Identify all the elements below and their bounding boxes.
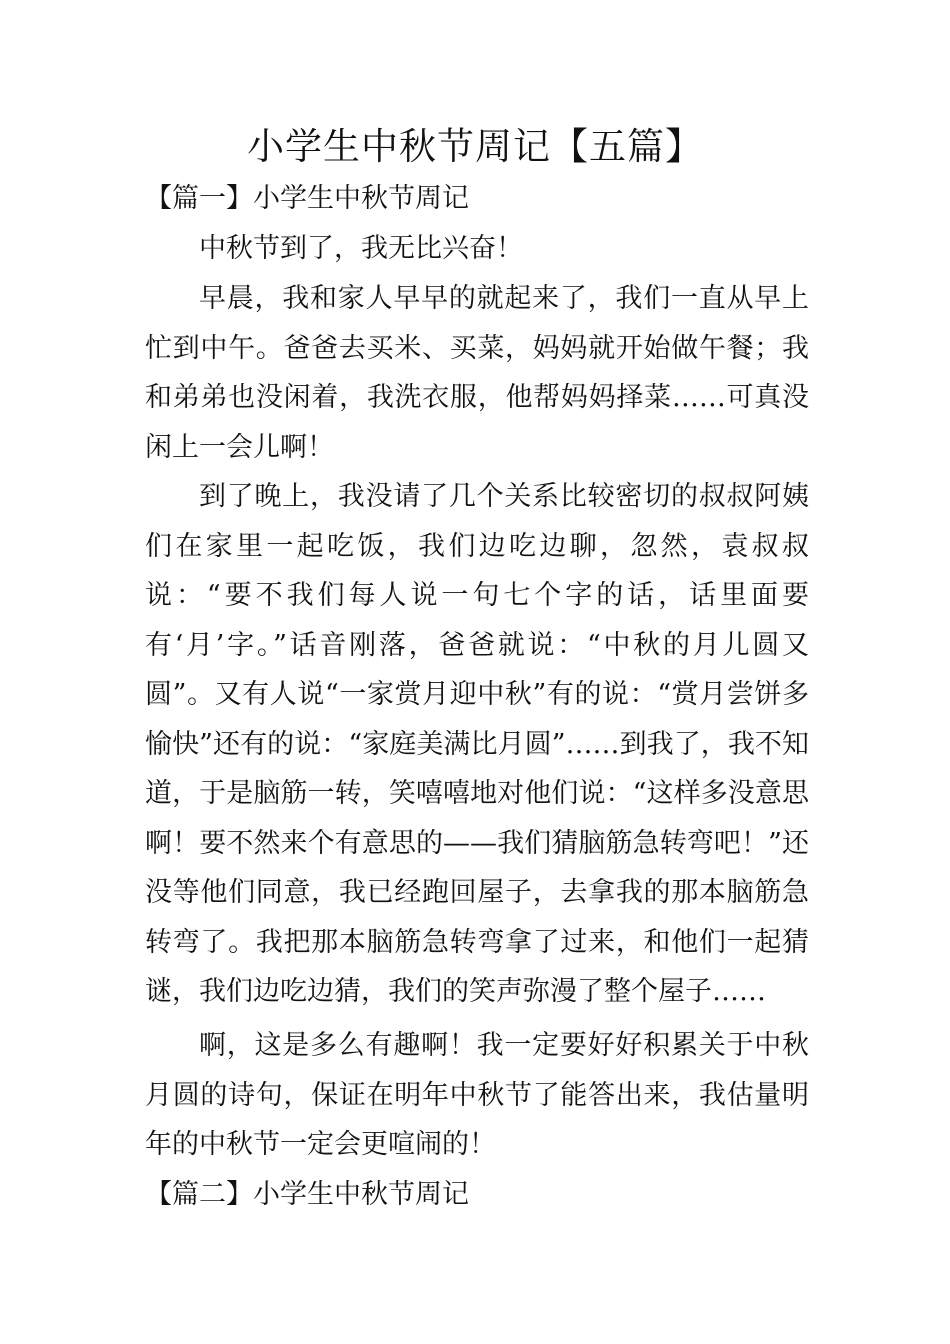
paragraph-1: 中秋节到了，我无比兴奋！ (199, 233, 523, 264)
section-heading-1: 【篇一】小学生中秋节周记 (145, 183, 469, 214)
paragraph-4: 啊，这是多么有趣啊！我一定要好好积累关于中秋月圆的诗句，保证在明年中秋节了能答出来，我估量明年的中秋节一定会更喧闹的！ (145, 1030, 809, 1160)
paragraph-3: 到了晚上，我没请了几个关系比较密切的叔叔阿姨们在家里一起吃饭，我们边吃边聊，忽然，袁叔叔说：“要不我们每人说一句七个字的话，话里面要有‘月’字。”话音刚落，爸爸就说：“中秋的月儿圆又圆”。又有人说“一家赏月迎中秋”有的说：“赏月尝饼多愉快”还有的说：“家庭美满比月圆”……到我了，我不知道，于是脑筋一转，笑嘻嘻地对他们说：“这样多没意思啊！要不然来个有意思的——我们猜脑筋急转弯吧！”还没等他们同意，我已经跑回屋子，去拿我的那本脑筋急转弯了。我把那本脑筋急转弯拿了过来，和他们一起猜谜，我们边吃边猜，我们的笑声弥漫了整个屋子…… (145, 481, 809, 1007)
paragraph-2: 早晨，我和家人早早的就起来了，我们一直从早上忙到中午。爸爸去买米、买菜，妈妈就开始做午餐；我和弟弟也没闲着，我洗衣服，他帮妈妈择菜……可真没闲上一会儿啊！ (145, 283, 809, 463)
document-title: 小学生中秋节周记【五篇】 (247, 125, 703, 168)
section-heading-2: 【篇二】小学生中秋节周记 (145, 1179, 469, 1210)
